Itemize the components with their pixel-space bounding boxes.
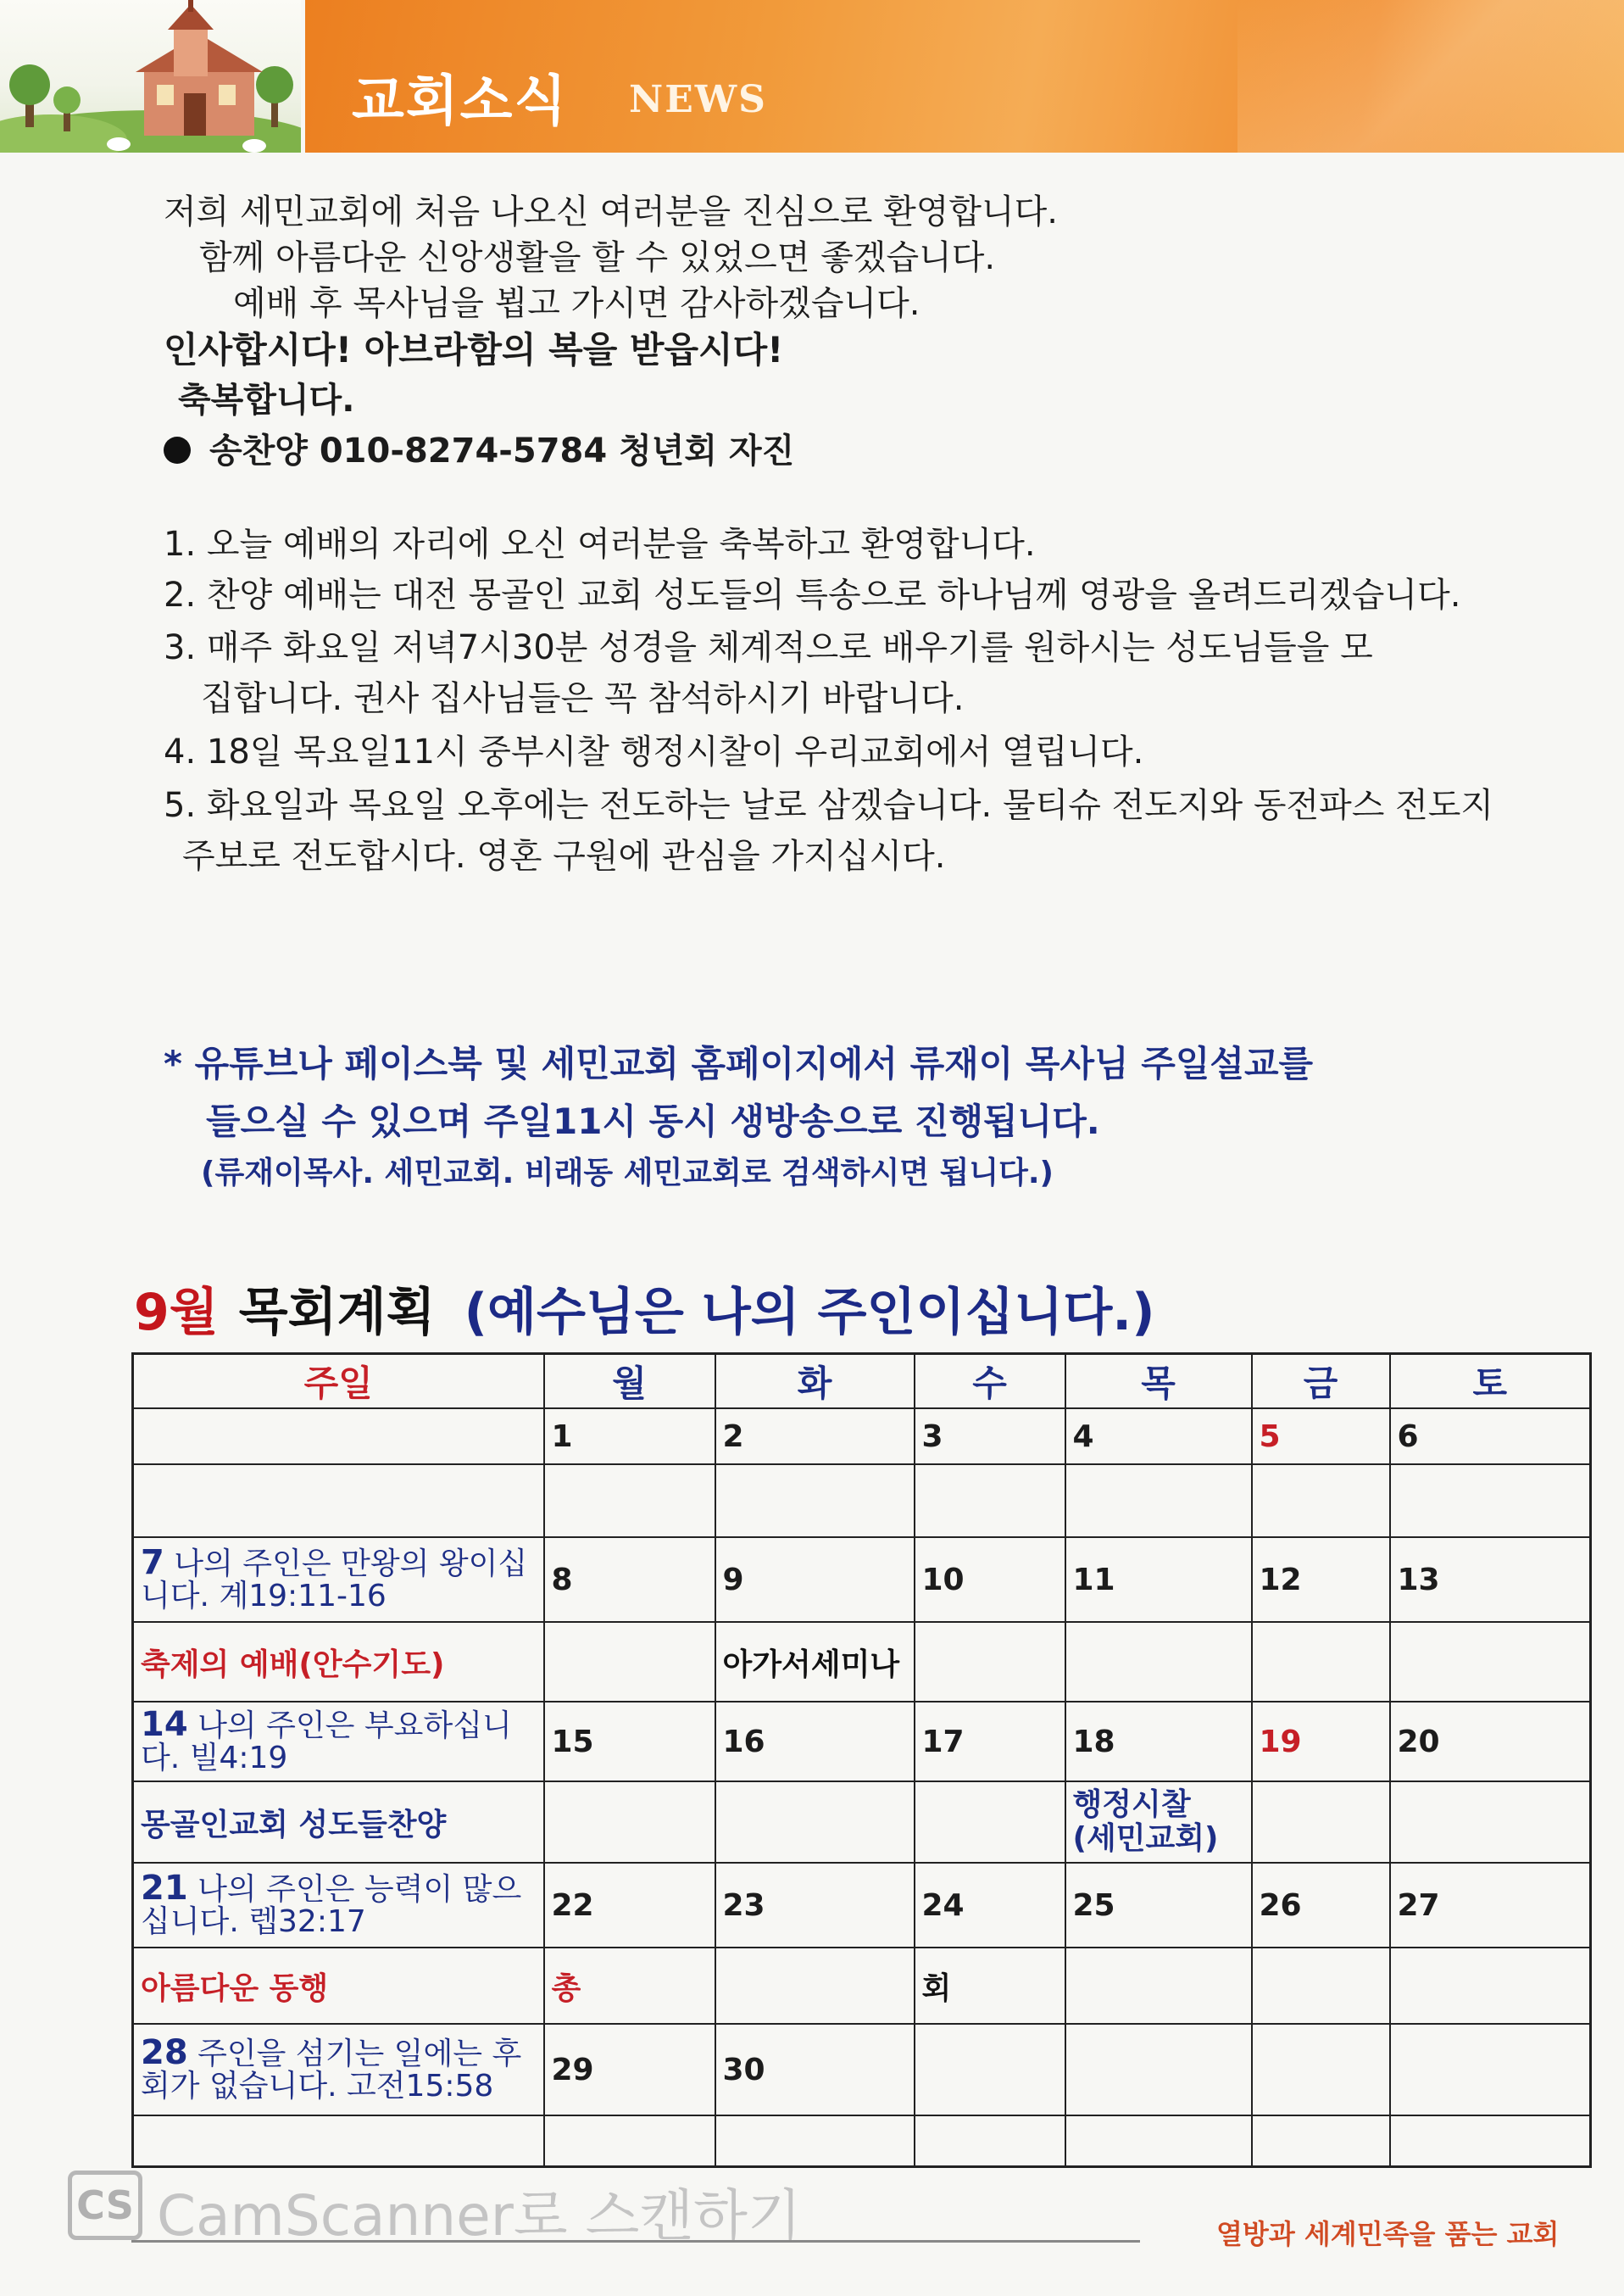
day-saturday: 토 <box>1390 1354 1591 1409</box>
sermon-cell: 28 주인을 섬기는 일에는 후회가 없습니다. 고전15:58 <box>133 2024 544 2115</box>
online-text-1: 유튜브나 페이스북 및 세민교회 홈페이지에서 류재이 목사님 주일설교를 <box>194 1043 1314 1084</box>
event-label: 아가서세미나 <box>715 1622 915 1702</box>
week-4-dates <box>133 1863 1591 1948</box>
date-cell: 23 <box>715 1863 915 1948</box>
date-cell: 17 <box>915 1702 1065 1781</box>
welcome-line-2: 함께 아름다운 신앙생활을 할 수 있었으면 좋겠습니다. <box>199 238 996 277</box>
day-thursday: 목 <box>1065 1354 1252 1409</box>
greeting-line: 인사합시다! 아브라함의 복을 받읍시다! <box>164 329 784 371</box>
week-2-events <box>133 1622 1591 1702</box>
announcement-4: 4. 18일 목요일11시 중부시찰 행정시찰이 우리교회에서 열립니다. <box>164 733 1144 772</box>
date-cell: 9 <box>715 1537 915 1622</box>
week-5-dates <box>133 2024 1591 2115</box>
date-cell: 2 <box>715 1408 915 1464</box>
event-label: 행정시찰 (세민교회) <box>1065 1781 1252 1863</box>
date-cell: 16 <box>715 1702 915 1781</box>
calendar-month: 9월 <box>134 1283 219 1342</box>
page-header <box>0 0 1624 153</box>
asterisk-icon: * <box>164 1043 195 1084</box>
sermon-cell: 7 나의 주인은 만왕의 왕이십니다. 계19:11-16 <box>133 1537 544 1622</box>
date-cell: 26 <box>1252 1863 1390 1948</box>
day-sunday: 주일 <box>133 1354 544 1409</box>
sermon-cell: 14 나의 주인은 부요하십니다. 빌4:19 <box>133 1702 544 1781</box>
week-1-events <box>133 1464 1591 1537</box>
date-cell: 5 <box>1252 1408 1390 1464</box>
announcement-1: 1. 오늘 예배의 자리에 오신 여러분을 축복하고 환영합니다. <box>164 525 1036 564</box>
date-cell: 29 <box>544 2024 715 2115</box>
date-cell: 1 <box>544 1408 715 1464</box>
sermon-cell: 21 나의 주인은 능력이 많으십니다. 렙32:17 <box>133 1863 544 1948</box>
online-line-1 <box>164 1036 1313 1087</box>
announcement-5-cont: 주보로 전도합시다. 영혼 구원에 관심을 가지십시다. <box>182 837 946 876</box>
announcement-3: 3. 매주 화요일 저녁7시30분 성경을 체계적으로 배우기를 원하시는 성도님들을 모 <box>164 628 1373 667</box>
online-line-2: 들으실 수 있으며 주일11시 동시 생방송으로 진행됩니다. <box>206 1101 1100 1142</box>
calendar-heading: 목회계획 <box>238 1283 436 1342</box>
week-5-events <box>133 2115 1591 2166</box>
date-cell: 13 <box>1390 1537 1591 1622</box>
welcome-line-3: 예배 후 목사님을 뵙고 가시면 감사하겠습니다. <box>233 284 920 323</box>
date-cell: 24 <box>915 1863 1065 1948</box>
event-label: 회 <box>915 1948 1065 2024</box>
praise-contact-text: 송찬양 010-8274-5784 청년회 자진 <box>209 432 795 471</box>
page-title: 교회소식 <box>352 70 569 133</box>
week-3-dates <box>133 1702 1591 1781</box>
date-cell: 30 <box>715 2024 915 2115</box>
announcement-3-cont: 집합니다. 권사 집사님들은 꼭 참석하시기 바랍니다. <box>201 679 965 718</box>
date-cell: 3 <box>915 1408 1065 1464</box>
date-cell: 11 <box>1065 1537 1252 1622</box>
week-3-events <box>133 1781 1591 1863</box>
date-cell: 10 <box>915 1537 1065 1622</box>
welcome-line-1: 저희 세민교회에 처음 나오신 여러분을 진심으로 환영합니다. <box>164 192 1059 231</box>
week-2-dates <box>133 1537 1591 1622</box>
day-tuesday: 화 <box>715 1354 915 1409</box>
date-cell: 19 <box>1252 1702 1390 1781</box>
online-line-3: (류재이목사. 세민교회. 비래동 세민교회로 검색하시면 됩니다.) <box>201 1156 1054 1190</box>
date-cell: 6 <box>1390 1408 1591 1464</box>
week-4-events <box>133 1948 1591 2024</box>
date-cell: 8 <box>544 1537 715 1622</box>
sunday-event: 몽골인교회 성도들찬양 <box>133 1781 544 1863</box>
page-subtitle: NEWS <box>629 78 767 121</box>
date-cell: 15 <box>544 1702 715 1781</box>
praise-contact <box>164 424 794 472</box>
date-cell: 22 <box>544 1863 715 1948</box>
date-cell: 20 <box>1390 1702 1591 1781</box>
calendar-subtitle: (예수님은 나의 주인이십니다.) <box>464 1283 1155 1342</box>
date-cell: 12 <box>1252 1537 1390 1622</box>
camscanner-logo-icon: CS <box>68 2171 142 2240</box>
date-cell: 27 <box>1390 1863 1591 1948</box>
church-illustration <box>0 0 301 153</box>
announcement-5: 5. 화요일과 목요일 오후에는 전도하는 날로 삼겠습니다. 물티슈 전도지와 동전파스 전도지 <box>164 786 1494 825</box>
footer-divider <box>131 2240 1140 2243</box>
day-monday: 월 <box>544 1354 715 1409</box>
blessing-line: 축복합니다. <box>178 381 355 420</box>
event-label: 총 <box>544 1948 715 2024</box>
sunday-event: 축제의 예배(안수기도) <box>133 1622 544 1702</box>
calendar-table <box>131 1352 1592 2168</box>
church-icon <box>0 0 301 153</box>
date-cell: 25 <box>1065 1863 1252 1948</box>
date-cell: 18 <box>1065 1702 1252 1781</box>
sunday-event: 아름다운 동행 <box>133 1948 544 2024</box>
day-friday: 금 <box>1252 1354 1390 1409</box>
date-cell: 4 <box>1065 1408 1252 1464</box>
church-motto: 열방과 세계민족을 품는 교회 <box>1216 2218 1560 2250</box>
calendar-title <box>134 1272 1155 1345</box>
day-wednesday: 수 <box>915 1354 1065 1409</box>
announcement-2: 2. 찬양 예배는 대전 몽골인 교회 성도들의 특송으로 하나님께 영광을 올려드리겠습니다. <box>164 576 1461 615</box>
camscanner-watermark: CamScanner로 스캔하기 <box>157 2183 802 2249</box>
week-1-dates <box>133 1408 1591 1464</box>
bullet-icon <box>164 437 191 464</box>
calendar-header-row <box>133 1354 1591 1409</box>
